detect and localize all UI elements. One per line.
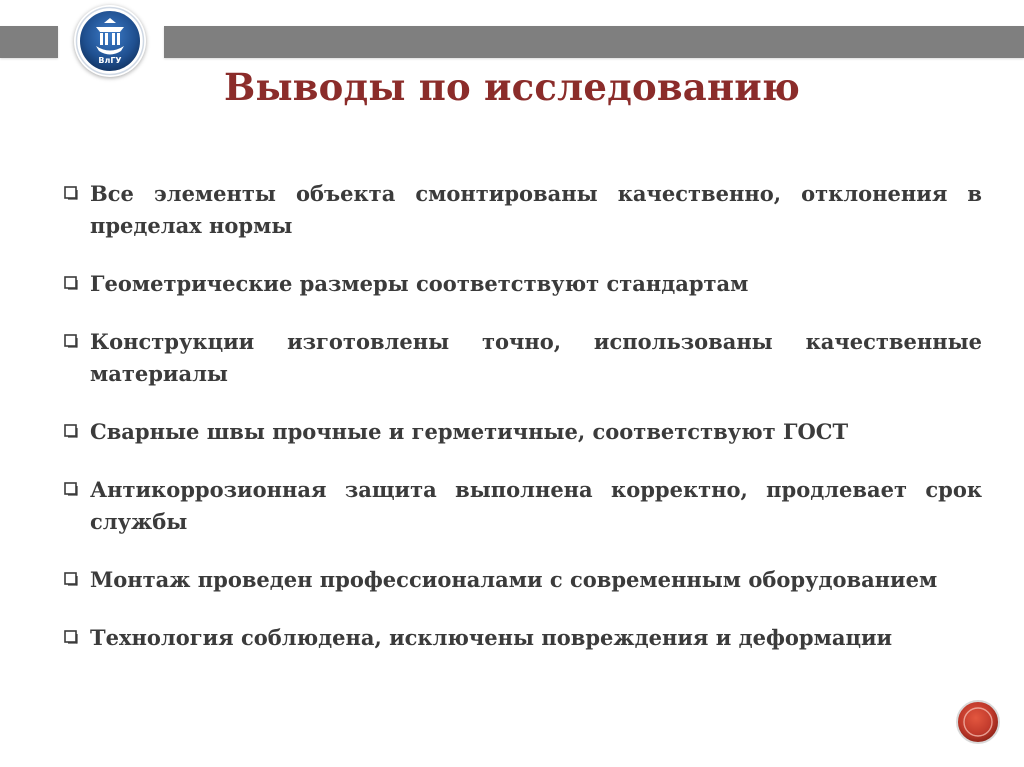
bullet-item [64,326,982,390]
checkbox-bullet-icon [64,474,90,496]
checkbox-bullet-icon [64,416,90,438]
slide-title: Выводы по исследованию [223,65,801,109]
header-bar-left [0,26,58,58]
bullet-item [64,178,982,242]
bullet-item [64,474,982,538]
logo-text: ВлГУ [98,56,122,65]
bullet-item [64,622,982,654]
bullet-text: Монтаж проведен профессионалами с современным оборудованием [90,567,938,592]
checkbox-bullet-icon [64,326,90,348]
header-bar-right [164,26,1024,58]
bullet-item [64,268,982,300]
bullet-text: Антикоррозионная защита выполнена корректно, продлевает срок службы [90,477,982,534]
bullet-text: Все элементы объекта смонтированы качественно, отклонения в пределах нормы [90,181,982,238]
checkbox-bullet-icon [64,268,90,290]
checkbox-bullet-icon [64,564,90,586]
bullet-item [64,564,982,596]
bullet-text: Сварные швы прочные и герметичные, соответствуют ГОСТ [90,419,849,444]
next-slide-button[interactable] [955,699,1001,745]
bullet-list [64,178,982,680]
bullet-text: Технология соблюдена, исключены повреждения и деформации [90,625,893,650]
checkbox-bullet-icon [64,178,90,200]
bullet-text: Геометрические размеры соответствуют стандартам [90,271,749,296]
checkbox-bullet-icon [64,622,90,644]
bullet-item [64,416,982,448]
next-slide-circle-icon [955,699,1001,745]
bullet-text: Конструкции изготовлены точно, использованы качественные материалы [90,329,982,386]
